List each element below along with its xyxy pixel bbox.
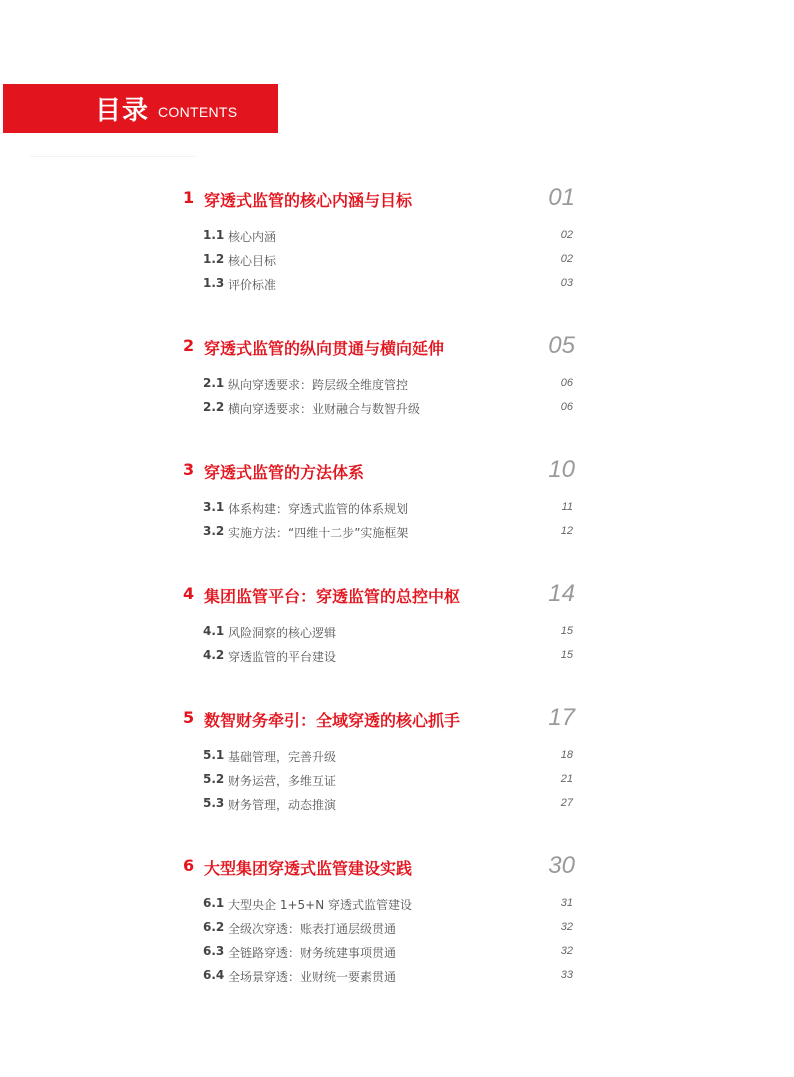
section-page-number: 10 [548, 456, 575, 483]
section-page-number: 14 [548, 580, 575, 607]
section-number: 1 [183, 188, 195, 207]
subsection-title: 核心目标 [228, 254, 277, 268]
subsection-title: 评价标准 [228, 278, 277, 292]
subsection-list [183, 224, 575, 296]
subsection-title: 大型央企 1+5+N 穿透式监管建设 [228, 898, 412, 912]
section-number: 4 [183, 584, 195, 603]
subsection-page-number: 06 [560, 401, 573, 413]
section-number: 2 [183, 336, 195, 355]
subsection-title: 穿透监管的平台建设 [228, 650, 337, 664]
subsection-page-number: 31 [560, 897, 573, 909]
subsection-title: 全场景穿透：业财统一要素贯通 [228, 970, 397, 984]
subsection-number: 2.2 [203, 400, 225, 414]
toc-subsection[interactable] [183, 940, 575, 964]
contents-banner [3, 84, 278, 133]
subsection-number: 6.1 [203, 896, 225, 910]
section-title: 集团监管平台：穿透监管的总控中枢 [204, 587, 461, 606]
toc-subsection[interactable] [183, 372, 575, 396]
subsection-page-number: 02 [560, 253, 573, 265]
toc-subsection[interactable] [183, 620, 575, 644]
subsection-page-number: 32 [560, 945, 573, 957]
section-number: 6 [183, 856, 195, 875]
subsection-number: 2.1 [203, 376, 225, 390]
subsection-number: 6.4 [203, 968, 225, 982]
section-heading[interactable] [183, 184, 575, 216]
subsection-number: 3.1 [203, 500, 225, 514]
subsection-number: 5.2 [203, 772, 225, 786]
toc-section[interactable] [183, 852, 575, 988]
section-title: 穿透式监管的核心内涵与目标 [204, 191, 413, 210]
toc-subsection[interactable] [183, 644, 575, 668]
subsection-page-number: 15 [560, 625, 573, 637]
toc-subtitle: CONTENTS [158, 103, 238, 120]
subsection-list [183, 892, 575, 988]
toc-subsection[interactable] [183, 272, 575, 296]
section-title: 穿透式监管的方法体系 [204, 463, 365, 482]
section-heading[interactable] [183, 580, 575, 612]
subsection-title: 财务运营，多维互证 [228, 774, 337, 788]
section-page-number: 17 [548, 704, 575, 731]
subsection-page-number: 27 [560, 797, 573, 809]
subsection-title: 实施方法：“四维十二步”实施框架 [228, 526, 409, 540]
subsection-page-number: 33 [560, 969, 573, 981]
subsection-page-number: 21 [560, 773, 573, 785]
subsection-title: 全级次穿透：账表打通层级贯通 [228, 922, 397, 936]
subsection-title: 体系构建：穿透式监管的体系规划 [228, 502, 409, 516]
toc-section[interactable] [183, 456, 575, 544]
subsection-title: 基础管理，完善升级 [228, 750, 337, 764]
toc-section[interactable] [183, 332, 575, 420]
subsection-title: 核心内涵 [228, 230, 277, 244]
subsection-page-number: 18 [560, 749, 573, 761]
section-title: 大型集团穿透式监管建设实践 [204, 859, 413, 878]
subsection-page-number: 06 [560, 377, 573, 389]
section-page-number: 30 [548, 852, 575, 879]
subsection-number: 5.3 [203, 796, 225, 810]
toc-section[interactable] [183, 704, 575, 816]
divider [30, 156, 195, 157]
toc-subsection[interactable] [183, 496, 575, 520]
toc-subsection[interactable] [183, 248, 575, 272]
toc-subsection[interactable] [183, 964, 575, 988]
section-heading[interactable] [183, 456, 575, 488]
section-title: 穿透式监管的纵向贯通与横向延伸 [204, 339, 445, 358]
section-page-number: 05 [548, 332, 575, 359]
toc-subsection[interactable] [183, 792, 575, 816]
toc-subsection[interactable] [183, 892, 575, 916]
subsection-number: 6.3 [203, 944, 225, 958]
subsection-list [183, 496, 575, 544]
section-heading[interactable] [183, 852, 575, 884]
subsection-number: 5.1 [203, 748, 225, 762]
subsection-number: 4.1 [203, 624, 225, 638]
subsection-list [183, 620, 575, 668]
section-page-number: 01 [548, 184, 575, 211]
subsection-page-number: 15 [560, 649, 573, 661]
subsection-page-number: 02 [560, 229, 573, 241]
toc-subsection[interactable] [183, 396, 575, 420]
toc-subsection[interactable] [183, 744, 575, 768]
section-heading[interactable] [183, 332, 575, 364]
subsection-number: 4.2 [203, 648, 225, 662]
subsection-title: 全链路穿透：财务统建事项贯通 [228, 946, 397, 960]
subsection-list [183, 372, 575, 420]
subsection-page-number: 03 [560, 277, 573, 289]
subsection-page-number: 12 [560, 525, 573, 537]
subsection-title: 纵向穿透要求：跨层级全维度管控 [228, 378, 409, 392]
table-of-contents [183, 184, 575, 988]
toc-section[interactable] [183, 580, 575, 668]
subsection-number: 6.2 [203, 920, 225, 934]
toc-section[interactable] [183, 184, 575, 296]
subsection-number: 3.2 [203, 524, 225, 538]
subsection-number: 1.2 [203, 252, 225, 266]
toc-subsection[interactable] [183, 768, 575, 792]
subsection-list [183, 744, 575, 816]
toc-subsection[interactable] [183, 916, 575, 940]
subsection-title: 财务管理，动态推演 [228, 798, 337, 812]
subsection-number: 1.3 [203, 276, 225, 290]
subsection-title: 横向穿透要求：业财融合与数智升级 [228, 402, 421, 416]
subsection-number: 1.1 [203, 228, 225, 242]
toc-title: 目录 [95, 96, 150, 126]
toc-subsection[interactable] [183, 224, 575, 248]
subsection-page-number: 32 [560, 921, 573, 933]
section-heading[interactable] [183, 704, 575, 736]
section-title: 数智财务牵引：全域穿透的核心抓手 [204, 711, 461, 730]
section-number: 5 [183, 708, 195, 727]
subsection-title: 风险洞察的核心逻辑 [228, 626, 337, 640]
section-number: 3 [183, 460, 195, 479]
toc-subsection[interactable] [183, 520, 575, 544]
subsection-page-number: 11 [561, 501, 573, 513]
